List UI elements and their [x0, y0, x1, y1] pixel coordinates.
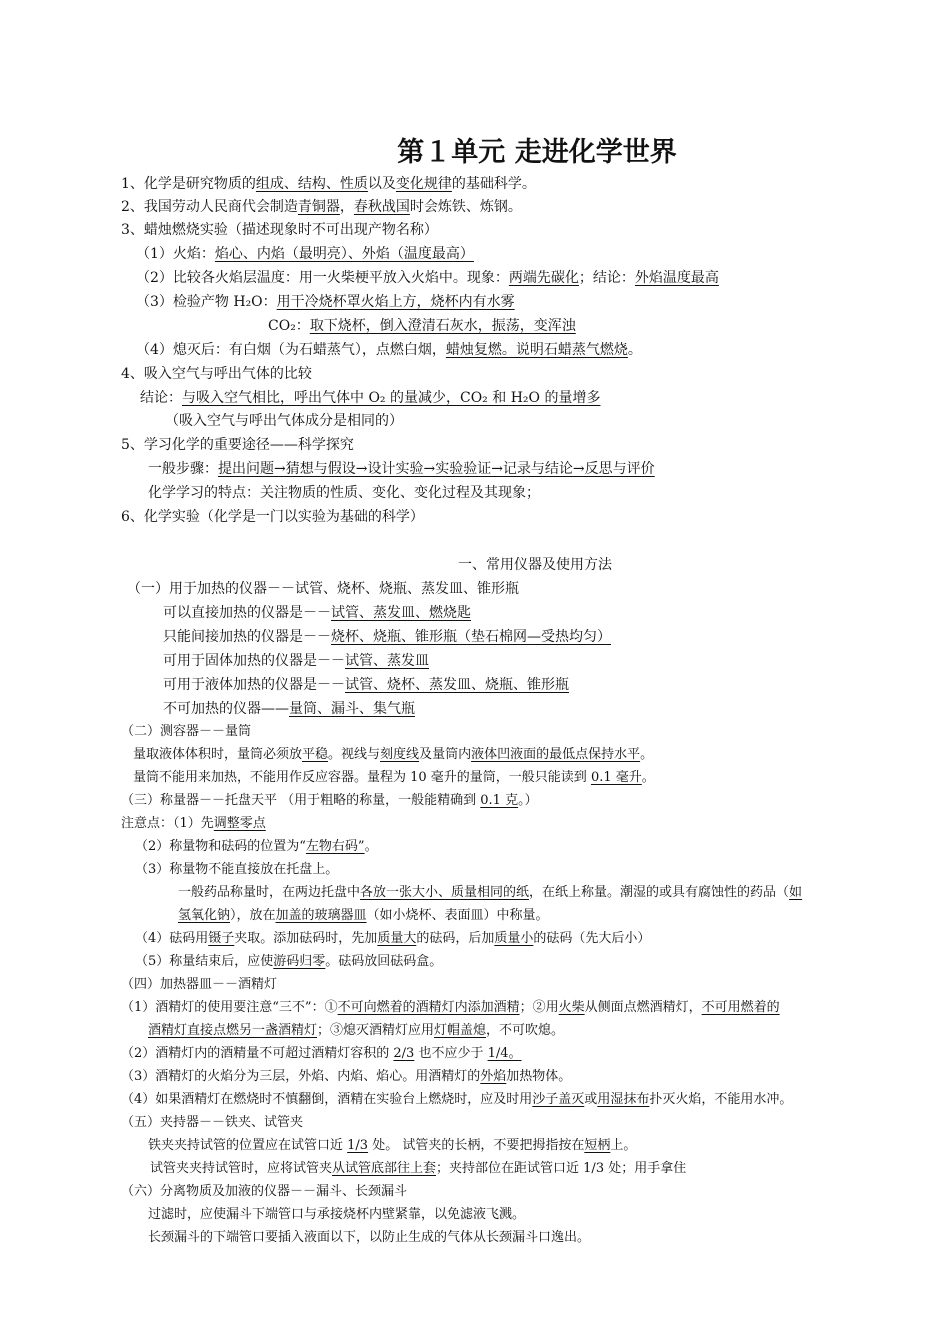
underlined-key-term: 加盖的玻璃器皿 [275, 908, 367, 923]
underlined-key-term: 青铜器 [297, 199, 340, 215]
underlined-key-term: 2/3 [393, 1046, 415, 1061]
underlined-key-term: 从试管底部往上套 [332, 1161, 437, 1176]
text-segment: 及量筒内 [419, 747, 472, 762]
underlined-key-term: 1/4。 [487, 1046, 522, 1061]
text-segment: 6、化学实验（化学是一门以实验为基础的科学） [121, 509, 424, 525]
text-line [135, 929, 650, 949]
text-line [121, 1067, 571, 1087]
text-line [140, 388, 600, 408]
text-segment: （五）夹持器－－铁夹、试管夹 [121, 1115, 304, 1130]
text-line [163, 651, 429, 671]
text-segment: 一般药品称量时，在两边托盘中 [178, 885, 361, 900]
underlined-key-term: 质量小 [494, 931, 534, 946]
text-segment: （2）酒精灯内的酒精量不可超过酒精灯容积的 [121, 1046, 394, 1061]
underlined-key-term: 左物右码” [305, 839, 365, 854]
underlined-key-term: 焰心、内焰（最明亮）、外焰（温度最高） [214, 246, 474, 262]
text-segment: ；③熄灭酒精灯应用 [317, 1023, 435, 1038]
text-segment: 只能间接加热的仪器是－－ [163, 629, 331, 645]
text-line [148, 483, 540, 503]
text-segment: 试管夹夹持试管时，应将试管夹 [150, 1161, 333, 1176]
underlined-key-term: 试管、蒸发皿、燃烧匙 [331, 605, 471, 621]
underlined-key-term: 火柴 [558, 1000, 585, 1015]
text-line [121, 435, 354, 455]
text-segment: 处。 试管夹的长柄，不要把拇指按在 [368, 1138, 585, 1153]
underlined-key-term: 短柄 [584, 1138, 611, 1153]
text-segment: 注意点：（1）先 [121, 816, 214, 831]
text-line [163, 699, 415, 719]
underlined-key-term: 蜡烛复燃。说明石蜡蒸气燃烧 [445, 342, 628, 358]
text-line [135, 952, 442, 972]
text-segment: 量筒不能用来加热，不能用作反应容器。量程为 10 毫升的量筒，一般只能读到 [133, 770, 591, 785]
text-line [165, 411, 403, 431]
text-line [121, 507, 424, 527]
underlined-key-term: 试管、蒸发皿 [345, 653, 429, 669]
text-segment: 加热物体。 [506, 1069, 572, 1084]
text-segment: 或 [584, 1092, 598, 1107]
text-segment: ），放在 [230, 908, 276, 923]
text-segment: 的砝码（先大后小） [533, 931, 651, 946]
underlined-key-term: 刻度线 [380, 747, 420, 762]
text-segment: 的基础科学。 [451, 176, 536, 192]
text-line [178, 883, 802, 903]
text-segment: （二）测容器－－量筒 [121, 724, 252, 739]
text-line [136, 244, 474, 264]
underlined-key-term: 取下烧杯，倒入澄清石灰水，振荡，变浑浊 [309, 318, 576, 334]
underlined-key-term: 提出问题→猜想与假设→设计实验→实验验证→记录与结论→反思与评价 [218, 461, 655, 477]
text-segment: 。视线与 [328, 747, 381, 762]
text-segment: 化学学习的特点：关注物质的性质、变化、变化过程及其现象； [148, 485, 540, 501]
text-segment: （3）酒精灯的火焰分为三层，外焰、内焰、焰心。用酒精灯的 [121, 1069, 481, 1084]
text-segment: 扑灭火焰，不能用水冲。 [649, 1092, 793, 1107]
underlined-key-term: 各放一张大小、质量相同的纸 [360, 885, 530, 900]
underlined-key-term: 烧杯、烧瓶、锥形瓶（垫石棉网—受热均匀） [331, 629, 611, 645]
text-segment: 铁夹夹持试管的位置应在试管口近 [148, 1138, 348, 1153]
text-line [121, 1182, 407, 1202]
text-segment: （5）称量结束后，应使 [135, 954, 274, 969]
text-segment: （一）用于加热的仪器－－试管、烧杯、烧瓶、蒸发皿、锥形瓶 [127, 581, 519, 597]
text-segment: （2）比较各火焰层温度：用一火柴梗平放入火焰中。现象： [136, 270, 509, 286]
text-line [136, 268, 719, 288]
text-segment: 夹取。添加砝码时，先加 [234, 931, 378, 946]
underlined-key-term: 不可用燃着的 [701, 1000, 780, 1015]
text-segment: （4）熄灭后：有白烟（为石蜡蒸气），点燃白烟， [136, 342, 446, 358]
text-line [136, 292, 515, 312]
text-line [135, 860, 338, 880]
text-segment: 的砝码，后加 [416, 931, 495, 946]
text-line [121, 998, 780, 1018]
underlined-key-term: 0.1 毫升 [590, 770, 642, 785]
text-line [148, 1228, 590, 1248]
underlined-key-term: 1/3 [347, 1138, 369, 1153]
underlined-key-term: 量筒、漏斗、集气瓶 [289, 701, 415, 717]
text-segment: （三）称量器－－托盘天平 （用于粗略的称量，一般能精确到 [121, 793, 481, 808]
text-segment: ，不可吹熄。 [486, 1023, 565, 1038]
underlined-key-term: 春秋战国 [353, 199, 410, 215]
text-line [148, 459, 655, 479]
text-segment: 结论： [140, 390, 182, 406]
text-segment: 也不应少于 [414, 1046, 488, 1061]
text-line [127, 579, 519, 599]
text-line [268, 316, 576, 336]
text-segment: 一般步骤： [148, 461, 218, 477]
underlined-key-term: 两端先碳化 [508, 270, 579, 286]
underlined-key-term: 灯帽盖熄 [434, 1023, 487, 1038]
text-line [163, 603, 471, 623]
underlined-key-term: 不可向燃着的酒精灯内添加酒精 [337, 1000, 520, 1015]
underlined-key-term: 外焰温度最高 [634, 270, 719, 286]
text-line [121, 1044, 522, 1064]
text-line [121, 364, 312, 384]
page-title: 第１单元 走进化学世界 [397, 137, 677, 168]
text-segment: 。 [641, 770, 655, 785]
text-line [135, 837, 378, 857]
underlined-key-term: 用干冷烧杯罩火焰上方，烧杯内有水雾 [276, 294, 515, 310]
text-segment: （4）砝码用 [135, 931, 209, 946]
text-segment: （1）火焰： [136, 246, 215, 262]
text-segment: ；②用 [519, 1000, 559, 1015]
underlined-key-term: 如 [789, 885, 803, 900]
underlined-key-term: 组成、结构、性质 [255, 176, 368, 192]
text-segment: 不可加热的仪器—— [163, 701, 289, 717]
text-segment: （1）酒精灯的使用要注意“三不”：① [121, 1000, 338, 1015]
text-segment: （六）分离物质及加液的仪器－－漏斗、长颈漏斗 [121, 1184, 408, 1199]
text-segment: 。 [364, 839, 378, 854]
section-heading: 一、常用仪器及使用方法 [458, 557, 612, 573]
text-line [121, 174, 536, 194]
underlined-key-term: 调整零点 [213, 816, 266, 831]
text-segment: 上。 [610, 1138, 637, 1153]
text-segment: （吸入空气与呼出气体成分是相同的） [165, 413, 403, 429]
text-segment: ，在纸上称量。潮湿的或具有腐蚀性的药品（ [529, 885, 790, 900]
text-segment: 可用于固体加热的仪器是－－ [163, 653, 345, 669]
text-line [148, 1021, 564, 1041]
text-segment: 从侧面点燃酒精灯， [584, 1000, 702, 1015]
text-line [121, 722, 251, 742]
text-segment: 5、学习化学的重要途径——科学探究 [121, 437, 354, 453]
underlined-key-term: 质量大 [377, 931, 417, 946]
text-line [148, 1205, 525, 1225]
text-segment: （四）加热器皿－－酒精灯 [121, 977, 278, 992]
text-segment: 量取液体体积时，量筒必须放 [133, 747, 303, 762]
text-line [163, 675, 569, 695]
text-segment: 。砝码放回砝码盒。 [325, 954, 443, 969]
text-line [121, 1113, 303, 1133]
text-segment: 过滤时，应使漏斗下端管口与承接烧杯内壁紧靠，以免滤液飞溅。 [148, 1207, 526, 1222]
underlined-key-term: 0.1 克 [480, 793, 519, 808]
underlined-key-term: 试管、烧杯、蒸发皿、烧瓶、锥形瓶 [345, 677, 569, 693]
text-segment: CO₂： [268, 318, 310, 334]
underlined-key-term: 用湿抹布 [597, 1092, 650, 1107]
text-segment: 3、蜡烛燃烧实验（描述现象时不可出现产物名称） [121, 222, 438, 238]
underlined-key-term: 氢氧化钠 [178, 908, 231, 923]
text-segment: 。 [640, 747, 654, 762]
text-segment: 以及 [367, 176, 396, 192]
text-line [178, 906, 549, 926]
text-segment: 时会炼铁、炼钢。 [409, 199, 522, 215]
text-segment: 1、化学是研究物质的 [121, 176, 256, 192]
text-line [150, 1159, 686, 1179]
text-segment: 4、吸入空气与呼出气体的比较 [121, 366, 312, 382]
text-segment: （4）如果酒精灯在燃烧时不慎翻倒，酒精在实验台上燃烧时，应及时用 [121, 1092, 533, 1107]
text-line [121, 220, 438, 240]
text-line [121, 791, 538, 811]
text-segment: 。） [518, 793, 538, 808]
underlined-key-term: 沙子盖灭 [532, 1092, 585, 1107]
underlined-key-term: 变化规律 [395, 176, 452, 192]
text-line [148, 1136, 636, 1156]
text-segment: （3）检验产物 H₂O： [136, 294, 277, 310]
text-line [121, 814, 266, 834]
text-segment: 长颈漏斗的下端管口要插入液面以下，以防止生成的气体从长颈漏斗口逸出。 [148, 1230, 591, 1245]
underlined-key-term: 镊子 [208, 931, 235, 946]
text-line [163, 627, 611, 647]
underlined-key-term: 外焰 [480, 1069, 507, 1084]
text-segment: 2、我国劳动人民商代会制造 [121, 199, 298, 215]
text-segment: （2）称量物和砝码的位置为“ [135, 839, 306, 854]
text-segment: ；夹持部位在距试管口近 1/3 处；用手拿住 [436, 1161, 687, 1176]
text-line [136, 340, 642, 360]
underlined-key-term: 液体凹液面的最低点保持水平 [471, 747, 641, 762]
text-segment: （如小烧杯、表面皿）中称量。 [366, 908, 549, 923]
text-line [121, 197, 522, 217]
text-segment: ；结论： [578, 270, 635, 286]
text-line [121, 975, 277, 995]
underlined-key-term: 酒精灯直接点燃另一盏酒精灯 [148, 1023, 318, 1038]
underlined-key-term: 与吸入空气相比，呼出气体中 O₂ 的量减少，CO₂ 和 H₂O 的量增多 [182, 390, 601, 406]
text-segment: ， [339, 199, 354, 215]
text-line [133, 745, 653, 765]
text-segment: （3）称量物不能直接放在托盘上。 [135, 862, 339, 877]
text-segment: 可以直接加热的仪器是－－ [163, 605, 331, 621]
underlined-key-term: 游码归零 [273, 954, 326, 969]
text-line [133, 768, 655, 788]
text-segment: 。 [627, 342, 642, 358]
text-line [121, 1090, 792, 1110]
text-segment: 可用于液体加热的仪器是－－ [163, 677, 345, 693]
underlined-key-term: 平稳 [302, 747, 329, 762]
